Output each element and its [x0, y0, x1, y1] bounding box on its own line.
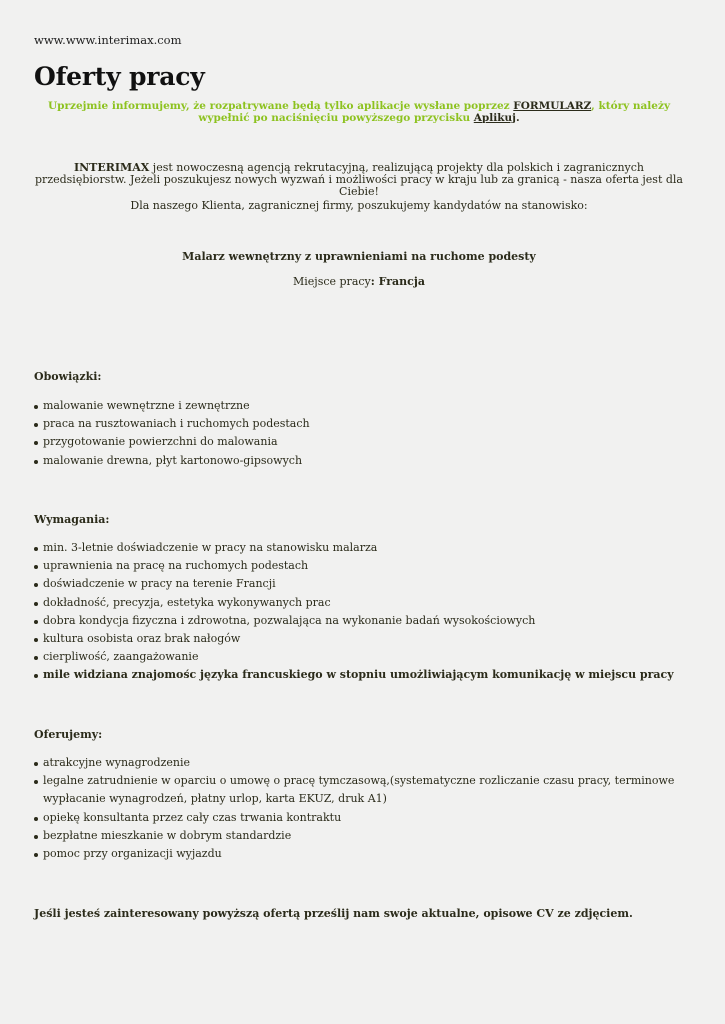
- application-notice: [34, 100, 684, 124]
- requirements-heading: Wymagania:: [34, 513, 110, 526]
- job-position: Malarz wewnętrzny z uprawnieniami na ruchome podesty: [182, 250, 536, 263]
- list-item: cierpliwość, zaangażowanie: [34, 648, 684, 666]
- location-label: Miejsce pracy: [293, 275, 371, 288]
- company-name: INTERIMAX: [73, 161, 150, 174]
- list-item: uprawnienia na pracę na ruchomych podestach: [34, 557, 684, 575]
- client-statement: Dla naszego Klienta, zagranicznej firmy, poszukujemy kandydatów na stanowisko:: [130, 199, 588, 212]
- list-item: kultura osobista oraz brak nałogów: [34, 630, 684, 648]
- list-item: atrakcyjne wynagrodzenie: [34, 754, 684, 772]
- notice-text-2: , który należy wypełnić po naciśnięciu powyższego przycisku: [198, 100, 671, 124]
- list-item: opiekę konsultanta przez cały czas trwania kontraktu: [34, 809, 684, 827]
- list-item: dokładność, precyzja, estetyka wykonywanych prac: [34, 594, 684, 612]
- company-description: jest nowoczesną agencją rekrutacyjną, realizującą projekty dla polskich i zagranicznych przedsiębiorstw. Jeżeli poszukujesz nowych wyzwań i możliwości pracy w kraju lub za granicą - nasza oferta jest dla Ciebie!: [35, 161, 683, 198]
- company-intro: [34, 162, 684, 198]
- requirements-list: [34, 539, 684, 685]
- list-item: legalne zatrudnienie w oparciu o umowę o pracę tymczasową,(systematyczne rozliczanie czasu pracy, terminowe wypłacanie wynagrodzeń, płatny urlop, karta EKUZ, druk A1): [34, 772, 684, 808]
- list-item: malowanie wewnętrzne i zewnętrzne: [34, 397, 684, 415]
- list-item: bezpłatne mieszkanie w dobrym standardzie: [34, 827, 684, 845]
- page-title: Oferty pracy: [34, 62, 205, 91]
- list-item: malowanie drewna, płyt kartonowo-gipsowych: [34, 452, 684, 470]
- duties-heading: Obowiązki:: [34, 370, 102, 383]
- offer-heading: Oferujemy:: [34, 728, 103, 741]
- location-value: : Francja: [370, 275, 425, 288]
- job-location: [34, 275, 684, 288]
- site-url: www.www.interimax.com: [34, 33, 182, 47]
- duties-list: [34, 397, 684, 470]
- list-item: pomoc przy organizacji wyjazdu: [34, 845, 684, 863]
- list-item: dobra kondycja fizyczna i zdrowotna, pozwalająca na wykonanie badań wysokościowych: [34, 612, 684, 630]
- list-item: przygotowanie powierzchni do malowania: [34, 433, 684, 451]
- list-item: praca na rusztowaniach i ruchomych podestach: [34, 415, 684, 433]
- list-item: mile widziana znajomośc języka francuskiego w stopniu umożliwiającym komunikację w miejscu pracy: [34, 666, 684, 684]
- notice-text-1: Uprzejmie informujemy, że rozpatrywane będą tylko aplikacje wysłane poprzez: [47, 100, 514, 112]
- closing-statement: Jeśli jesteś zainteresowany powyższą ofertą prześlij nam swoje aktualne, opisowe CV ze zdjęciem.: [34, 907, 633, 920]
- notice-text-3: .: [515, 112, 520, 124]
- form-link[interactable]: FORMULARZ: [513, 100, 592, 112]
- list-item: doświadczenie w pracy na terenie Francji: [34, 575, 684, 593]
- offer-list: [34, 754, 684, 863]
- apply-link[interactable]: Aplikuj: [473, 112, 516, 124]
- list-item: min. 3-letnie doświadczenie w pracy na stanowisku malarza: [34, 539, 684, 557]
